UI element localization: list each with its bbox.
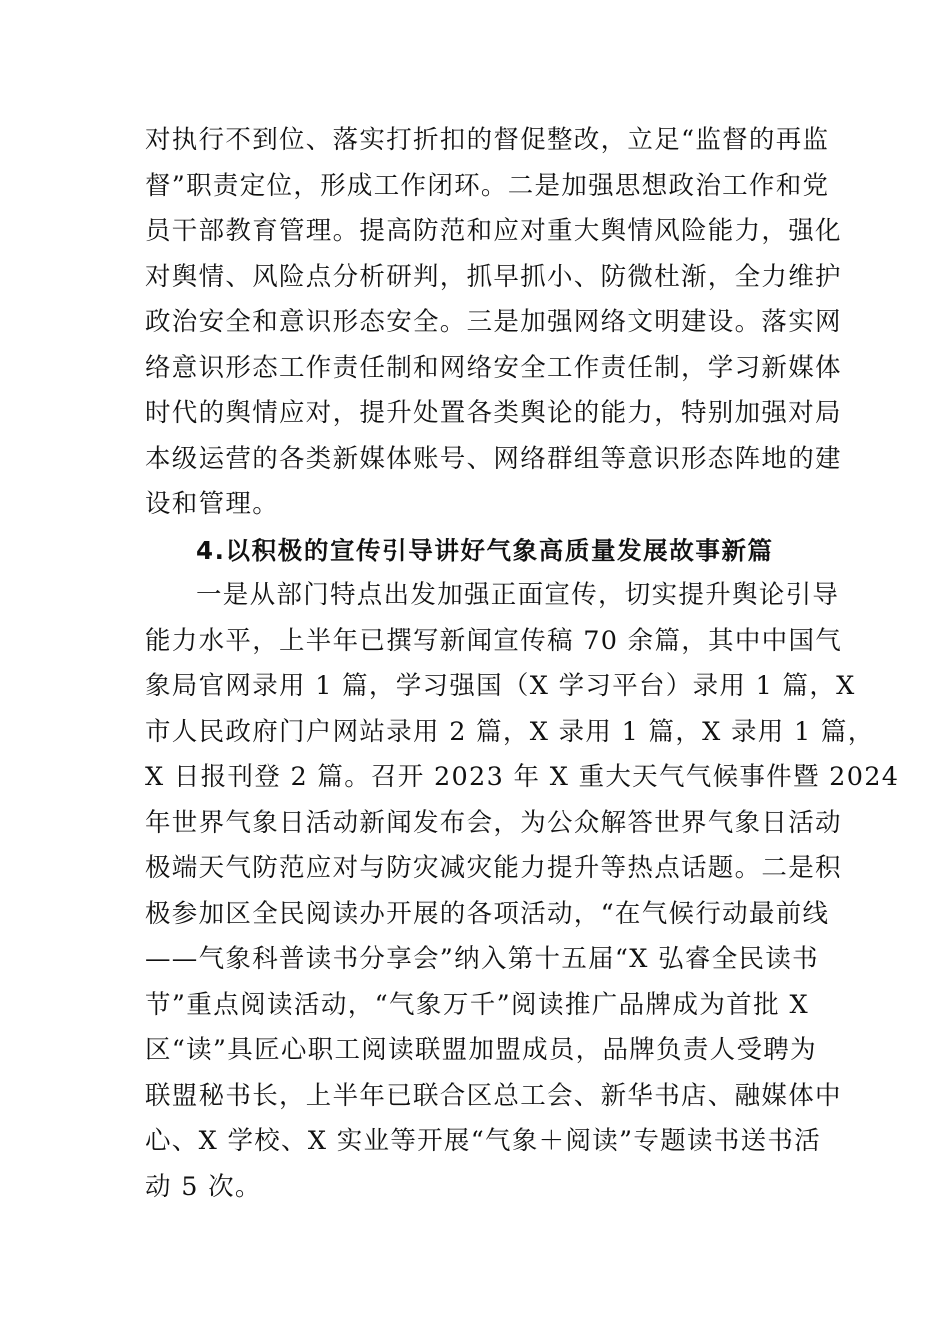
text-line: 本级运营的各类新媒体账号、网络群组等意识形态阵地的建 — [145, 443, 842, 474]
document-body — [145, 118, 900, 1210]
text-line: 能力水平，上半年已撰写新闻宣传稿 70 余篇，其中中国气 — [145, 625, 843, 656]
text-line: 络意识形态工作责任制和网络安全工作责任制，学习新媒体 — [145, 352, 842, 383]
text-line: 时代的舆情应对，提升处置各类舆论的能力，特别加强对局 — [145, 398, 842, 428]
text-line: 联盟秘书长，上半年已联合区总工会、新华书店、融媒体中 — [145, 1080, 842, 1111]
text-line: 员干部教育管理。提高防范和应对重大舆情风险能力，强化 — [145, 216, 842, 246]
text-line: 极端天气防范应对与防灾减灾能力提升等热点话题。二是积 — [145, 853, 842, 883]
text-line: 对执行不到位、落实打折扣的督促整改，立足“监督的再监 — [145, 125, 830, 155]
text-line: 区“读”具匠心职工阅读联盟加盟成员，品牌负责人受聘为 — [145, 1035, 817, 1065]
text-line: ——气象科普读书分享会”纳入第十五届“X 弘睿全民读书 — [145, 944, 819, 974]
text-line: 市人民政府门户网站录用 2 篇，X 录用 1 篇，X 录用 1 篇， — [145, 716, 875, 747]
text-line: 年世界气象日活动新闻发布会，为公众解答世界气象日活动 — [145, 807, 842, 838]
text-line: X 日报刊登 2 篇。召开 2023 年 X 重大天气气候事件暨 2024 — [145, 762, 900, 792]
text-line: 极参加区全民阅读办开展的各项活动，“在气候行动最前线 — [145, 898, 830, 929]
paragraph-section-4 — [145, 573, 900, 1210]
text-line: 心、X 学校、X 实业等开展“气象＋阅读”专题读书送书活 — [145, 1126, 821, 1156]
text-line: 象局官网录用 1 篇，学习强国（X 学习平台）录用 1 篇，X — [145, 671, 856, 701]
paragraph-previous-section — [145, 118, 842, 528]
text-line: 督”职责定位，形成工作闭环。二是加强思想政治工作和党 — [145, 170, 830, 201]
section-heading: 4.以积极的宣传引导讲好气象高质量发展故事新篇 — [196, 535, 774, 565]
text-line: 政治安全和意识形态安全。三是加强网络文明建设。落实网 — [145, 307, 842, 337]
text-line: 节”重点阅读活动，“气象万千”阅读推广品牌成为首批 X — [145, 989, 809, 1020]
text-line: 动 5 次。 — [145, 1171, 262, 1202]
text-line: 一是从部门特点出发加强正面宣传，切实提升舆论引导 — [196, 580, 840, 610]
text-line: 对舆情、风险点分析研判，抓早抓小、防微杜渐，全力维护 — [145, 261, 842, 292]
text-line: 设和管理。 — [145, 489, 280, 519]
